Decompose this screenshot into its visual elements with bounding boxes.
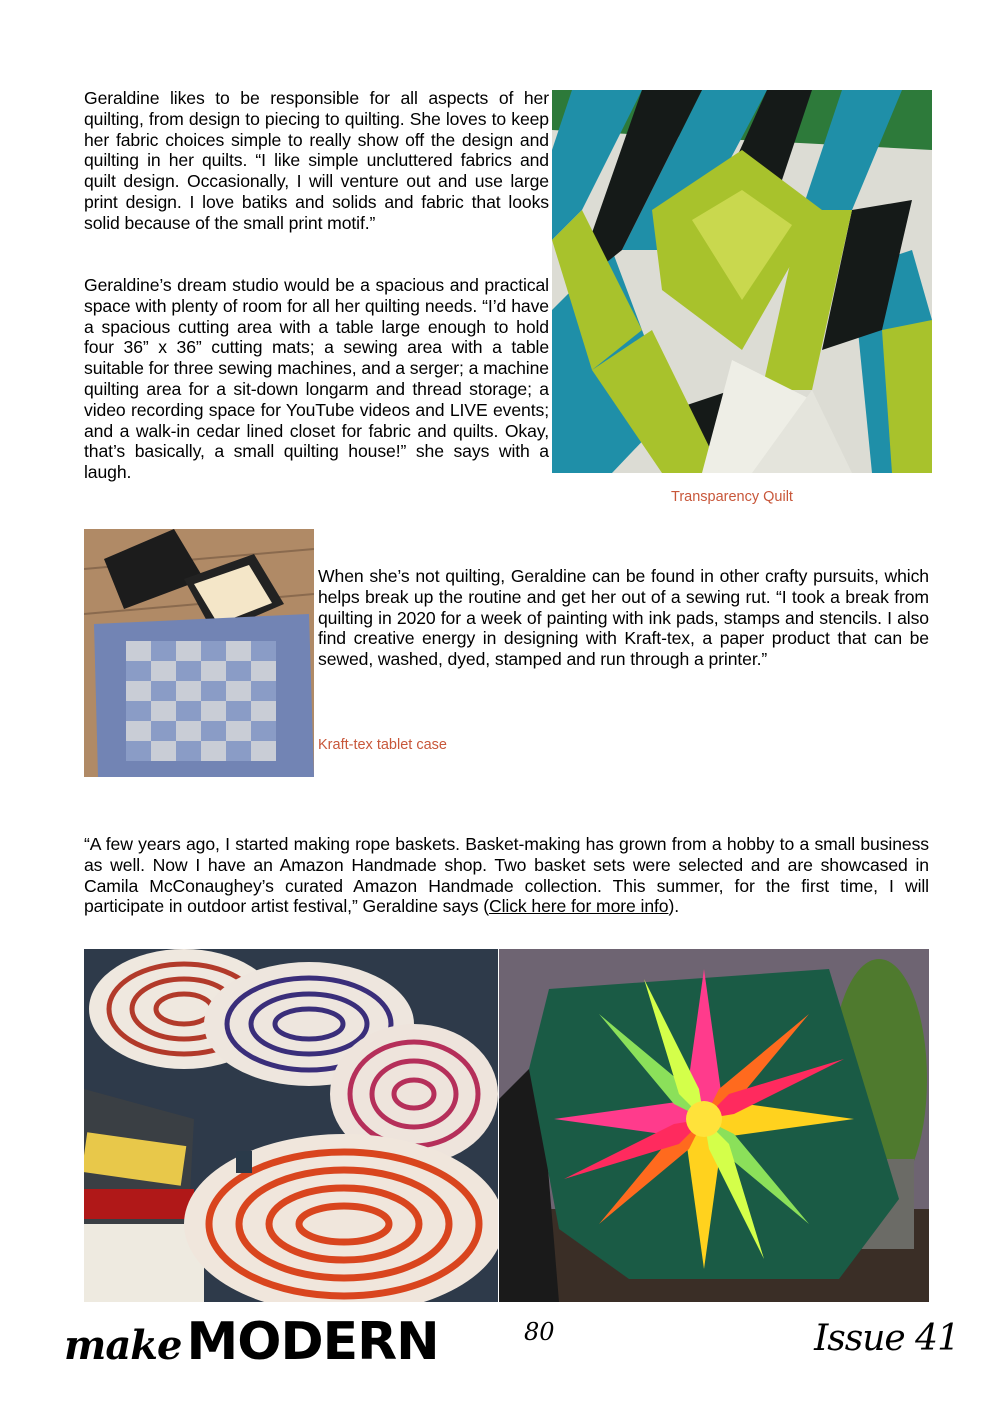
transparency-quilt-caption: Transparency Quilt <box>671 489 793 505</box>
issue-label: Issue 41 <box>814 1318 959 1359</box>
article-paragraph-3: When she’s not quilting, Geraldine can be found in other crafty pursuits, which helps break up the routine and get her out of a sewing rut. “I took a break from quilting in 2020 for a week of painting with ink pads, stamps and stencils. I also find creative energy in designing with Kraft-tex, a paper product that can be sewed, washed, dyed, stamped and run through a printer.” <box>318 566 929 670</box>
starburst-quilt-photo <box>499 949 929 1302</box>
logo-script-text: make <box>64 1322 182 1369</box>
paragraph-4-text: “A few years ago, I started making rope baskets. Basket-making has grown from a hobby to a small business as well. Now I have an Amazon Handmade shop. Two basket sets were selected and are showcased in Camila McConaughey’s curated Amazon Handmade collection. This summer, for the first time, I will participate in outdoor artist festival,” Geraldine says ( <box>84 834 929 917</box>
make-modern-logo <box>64 1312 439 1372</box>
paragraph-4-end: ). <box>668 896 680 917</box>
page-number: 80 <box>524 1318 555 1346</box>
article-paragraph-4 <box>84 834 929 917</box>
transparency-quilt-photo <box>552 90 932 473</box>
more-info-link[interactable]: Click here for more info <box>489 896 669 917</box>
rope-baskets-photo <box>84 949 498 1302</box>
article-paragraph-1: Geraldine likes to be responsible for all aspects of her quilting, from design to piecing to quilting. She loves to keep her fabric choices simple to really show off the design and quilting in her quilts. “I like simple uncluttered fabrics and quilt design. Occasionally, I will venture out and use large print design. I love batiks and solids and fabric that looks solid because of the small print motif.” <box>84 88 549 233</box>
kraft-tex-case-photo <box>84 529 314 777</box>
kraft-tex-caption: Kraft-tex tablet case <box>318 737 447 753</box>
logo-block-text: MODERN <box>186 1312 439 1372</box>
article-paragraph-2: Geraldine’s dream studio would be a spacious and practical space with plenty of room for all her quilting needs. “I’d have a spacious cutting area with a table large enough to hold four 36” x 36” cutting mats; a sewing area with a table suitable for three sewing machines, and a serger; a machine quilting area for a sit-down longarm and thread storage; a video recording space for YouTube videos and LIVE events; and a walk-in cedar lined closet for fabric and quilts. Okay, that’s basically, a small quilting house!” she says with a laugh. <box>84 275 549 483</box>
